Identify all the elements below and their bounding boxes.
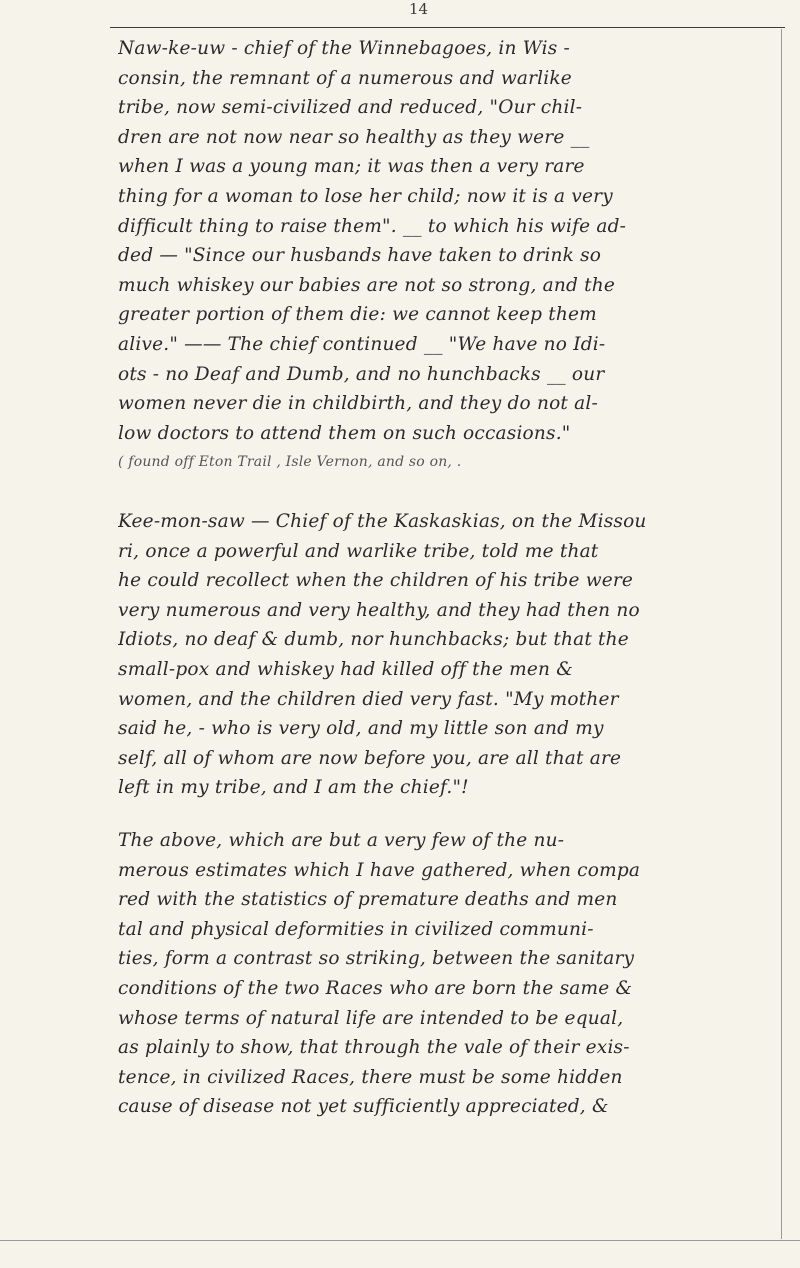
page-edge-rule [781, 29, 782, 1239]
text-line: thing for a woman to lose her child; now it is a very [118, 185, 613, 207]
text-line: as plainly to show, that through the vale of their exis- [118, 1037, 630, 1059]
text-line: merous estimates which I have gathered, when compa [118, 859, 641, 881]
text-line: Naw-ke-uw - chief of the Winnebagoes, in Wis - [118, 38, 570, 59]
text-line: women, and the children died very fast. "My mother [118, 688, 619, 710]
text-line: ( found off Eton Trail , Isle Vernon, and so on, . [118, 454, 462, 471]
text-line: said he, - who is very old, and my little son and my [118, 718, 604, 740]
text-line: self, all of whom are now before you, are all that are [118, 747, 622, 769]
text-line: ded — "Since our husbands have taken to drink so [118, 245, 602, 267]
text-line: tence, in civilized Races, there must be some hidden [118, 1066, 623, 1088]
text-line: cause of disease not yet sufficiently appreciated, & [118, 1096, 609, 1118]
text-line: alive." —— The chief continued __ "We have no Idi- [118, 333, 606, 355]
text-line: women never die in childbirth, and they do not al- [118, 393, 598, 415]
text-line: ots - no Deaf and Dumb, and no hunchbacks __ our [118, 363, 605, 385]
text-line: very numerous and very healthy, and they had then no [118, 599, 640, 621]
page-number: 14 [409, 0, 429, 18]
text-line: Kee-mon-saw — Chief of the Kaskaskias, on the Missou [118, 511, 647, 532]
text-line: he could recollect when the children of his tribe were [118, 570, 634, 592]
text-line: red with the statistics of premature deaths and men [118, 889, 618, 911]
paragraph-naw-ke-uw [118, 34, 778, 478]
text-line: much whiskey our babies are not so strong, and the [118, 274, 615, 296]
text-line: ties, form a contrast so striking, between the sanitary [118, 948, 635, 970]
text-line: dren are not now near so healthy as they were __ [118, 126, 590, 148]
bottom-edge-rule [0, 1240, 800, 1241]
text-line: left in my tribe, and I am the chief."! [118, 777, 469, 799]
text-line: difficult thing to raise them". __ to which his wife ad- [118, 215, 627, 237]
text-line: Idiots, no deaf & dumb, nor hunchbacks; but that the [118, 629, 629, 651]
text-line: when I was a young man; it was then a very rare [118, 156, 585, 178]
text-line: The above, which are but a very few of the nu- [118, 830, 565, 851]
paragraph-kee-mon-saw [118, 507, 778, 803]
text-line: whose terms of natural life are intended to be equal, [118, 1007, 624, 1029]
text-line: low doctors to attend them on such occasions." [118, 422, 571, 444]
text-line: tribe, now semi-civilized and reduced, "Our chil- [118, 97, 583, 119]
text-line: greater portion of them die: we cannot keep them [118, 304, 597, 326]
text-line: small-pox and whiskey had killed off the men & [118, 658, 573, 680]
header-rule [110, 27, 785, 28]
text-line: consin, the remnant of a numerous and warlike [118, 67, 572, 89]
text-line: conditions of the two Races who are born the same & [118, 977, 633, 999]
text-line: tal and physical deformities in civilized communi- [118, 918, 594, 940]
text-line: ri, once a powerful and warlike tribe, told me that [118, 540, 599, 562]
paragraph-the-above [118, 826, 778, 1122]
